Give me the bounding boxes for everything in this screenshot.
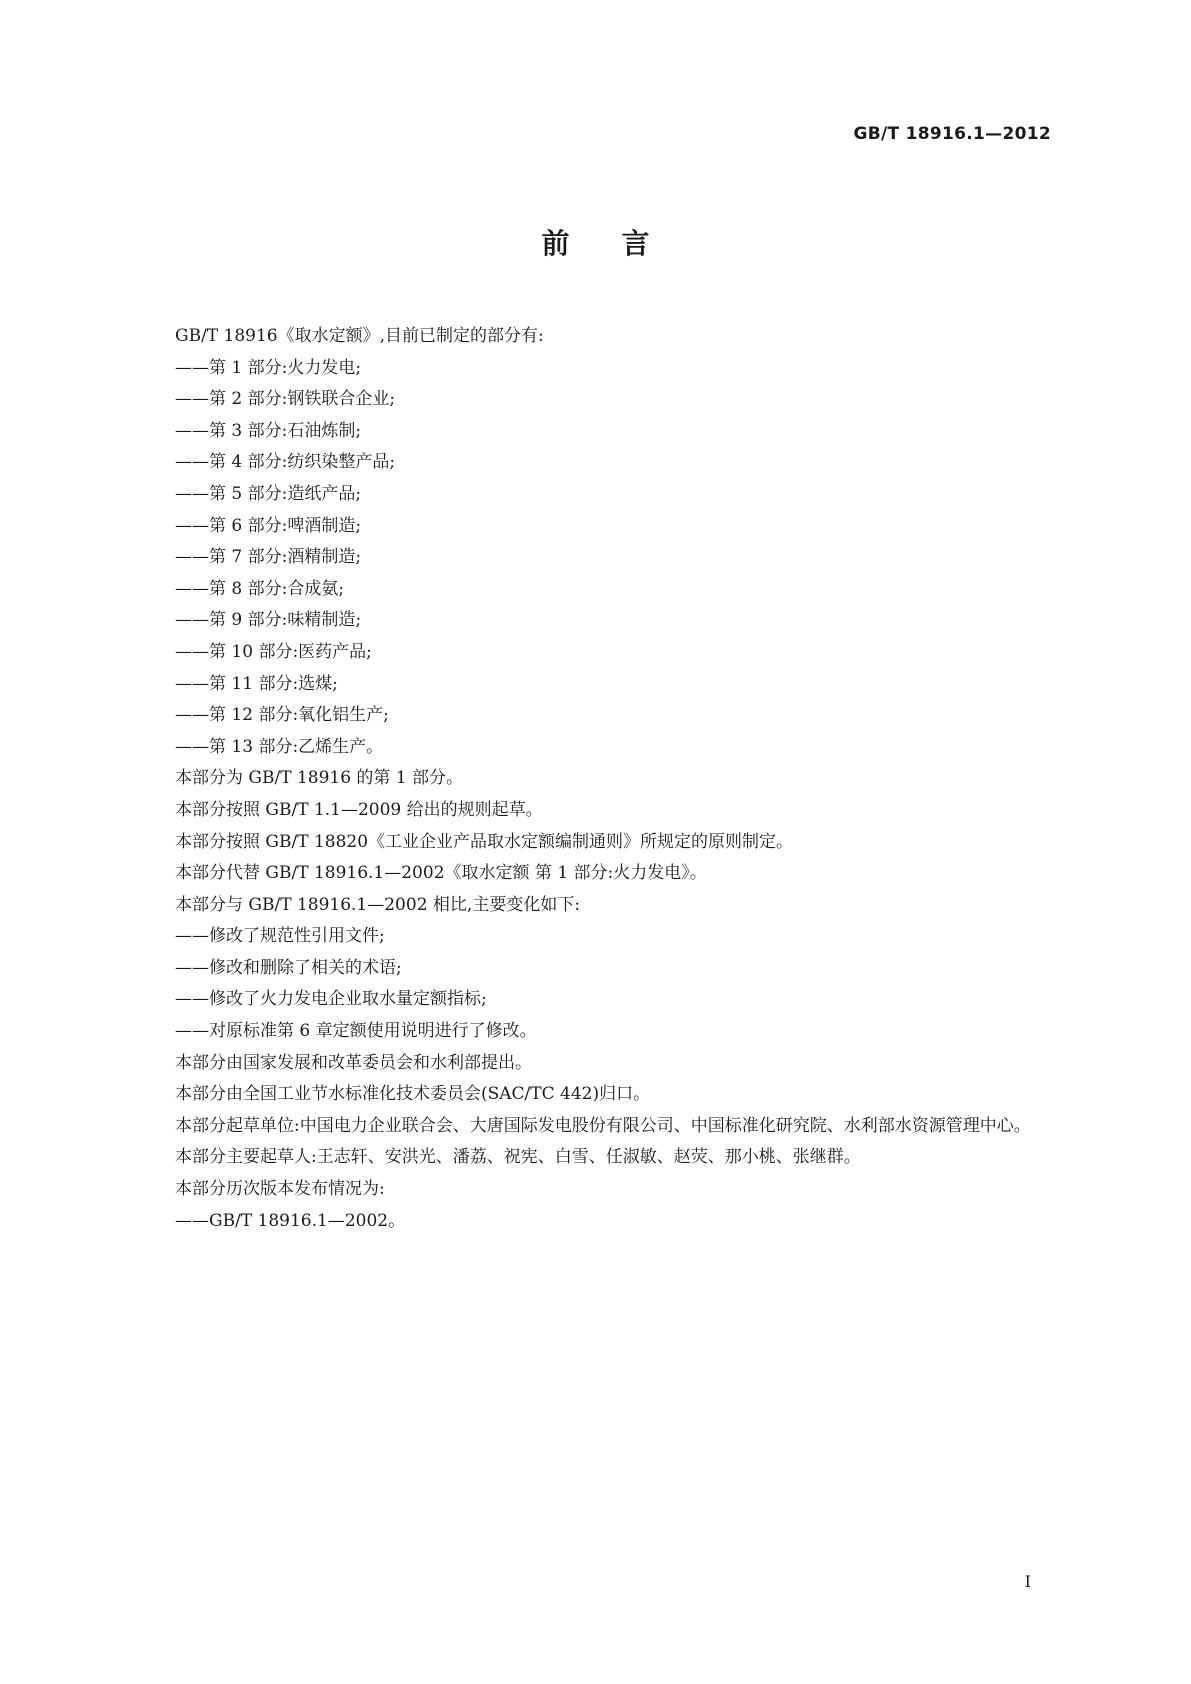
list-item: ——第 8 部分:合成氨; xyxy=(175,578,345,599)
list-item: ——第 7 部分:酒精制造; xyxy=(175,547,362,568)
page-number: I xyxy=(1024,1572,1031,1591)
list-item: ——第 1 部分:火力发电; xyxy=(175,357,362,378)
list-item: ——第 13 部分:乙烯生产。 xyxy=(175,736,384,757)
list-item: ——第 2 部分:钢铁联合企业; xyxy=(175,389,396,410)
standard-number: GB/T 18916.1—2012 xyxy=(853,124,1051,144)
paragraph: 本部分与 GB/T 18916.1—2002 相比,主要变化如下: xyxy=(175,894,581,915)
page-title: 前言 xyxy=(541,227,702,260)
list-item: ——修改和删除了相关的术语; xyxy=(175,957,402,978)
list-item: ——第 6 部分:啤酒制造; xyxy=(175,515,362,536)
paragraph: 本部分起草单位:中国电力企业联合会、大唐国际发电股份有限公司、中国标准化研究院、水利部水资源管理中心。 xyxy=(175,1115,1031,1136)
paragraph: GB/T 18916《取水定额》,目前已制定的部分有: xyxy=(175,326,544,346)
list-item: ——修改了规范性引用文件; xyxy=(175,926,385,947)
paragraph: 本部分历次版本发布情况为: xyxy=(175,1179,385,1200)
paragraph: 本部分由全国工业节水标准化技术委员会(SAC/TC 442)归口。 xyxy=(175,1084,651,1105)
list-item: ——第 12 部分:氧化铝生产; xyxy=(175,705,389,726)
list-item: ——对原标准第 6 章定额使用说明进行了修改。 xyxy=(175,1021,537,1042)
list-item: ——第 5 部分:造纸产品; xyxy=(175,483,362,504)
paragraph: 本部分代替 GB/T 18916.1—2002《取水定额 第 1 部分:火力发电》。 xyxy=(175,863,707,884)
list-item: ——修改了火力发电企业取水量定额指标; xyxy=(175,989,487,1010)
list-item: ——第 4 部分:纺织染整产品; xyxy=(175,452,396,473)
list-item: ——GB/T 18916.1—2002。 xyxy=(175,1210,406,1231)
list-item: ——第 11 部分:选煤; xyxy=(175,673,338,694)
list-item: ——第 9 部分:味精制造; xyxy=(175,610,362,631)
paragraph: 本部分主要起草人:王志轩、安洪光、潘荔、祝宪、白雪、任淑敏、赵荧、那小桃、张继群。 xyxy=(175,1147,861,1168)
paragraph: 本部分为 GB/T 18916 的第 1 部分。 xyxy=(175,768,464,789)
list-item: ——第 10 部分:医药产品; xyxy=(175,641,372,662)
foreword-body xyxy=(125,321,1070,1237)
paragraph: 本部分按照 GB/T 1.1—2009 给出的规则起草。 xyxy=(175,799,543,820)
list-item: ——第 3 部分:石油炼制; xyxy=(175,420,362,441)
paragraph: 本部分按照 GB/T 18820《工业企业产品取水定额编制通则》所规定的原则制定。 xyxy=(175,831,794,852)
paragraph: 本部分由国家发展和改革委员会和水利部提出。 xyxy=(175,1052,532,1073)
